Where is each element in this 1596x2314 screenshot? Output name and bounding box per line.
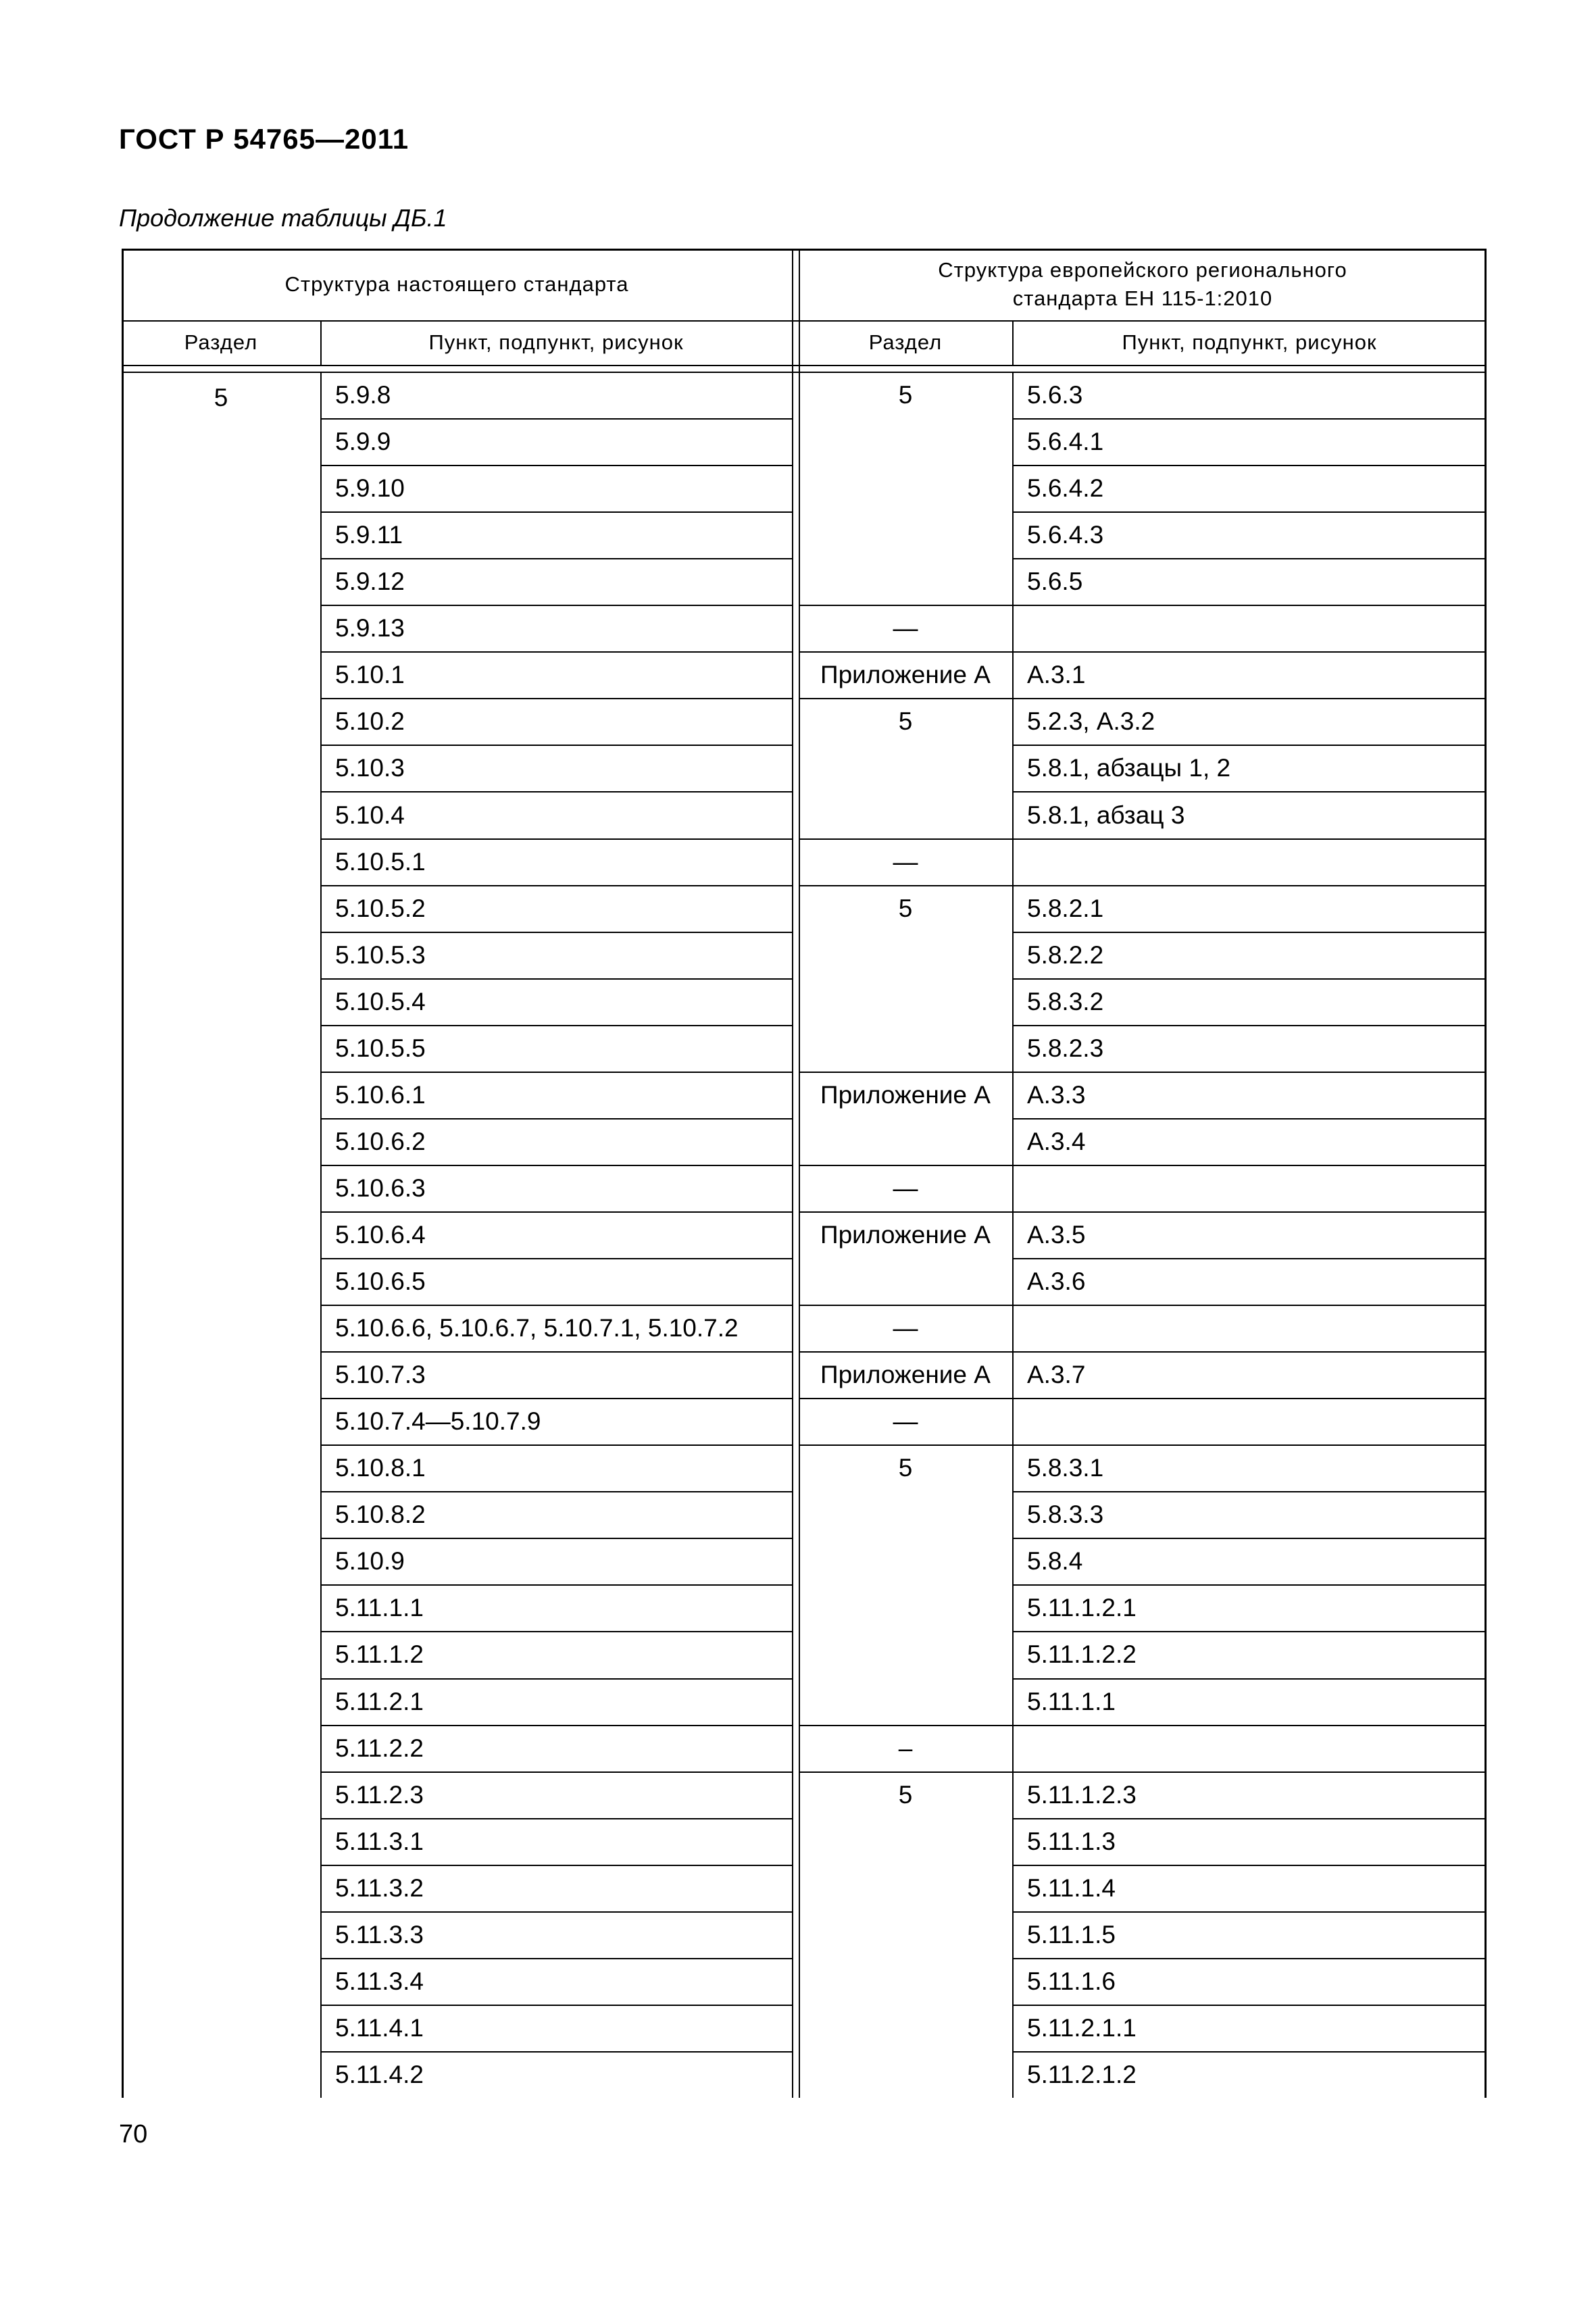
en-section-cell: — (893, 614, 918, 643)
document-header: ГОСТ Р 54765—2011 (119, 123, 409, 155)
en-point-cell: 5.11.1.5 (1027, 1920, 1116, 1948)
page-number: 70 (119, 2120, 148, 2148)
point-cell: 5.10.7.3 (335, 1361, 426, 1389)
en-point-cell (1012, 1725, 1487, 1771)
en-point-cell: 5.11.1.2.2 (1027, 1640, 1137, 1669)
en-point-cell (1012, 1305, 1487, 1351)
en-section-cell: — (893, 1314, 918, 1342)
mapping-table (122, 249, 1487, 2098)
point-cell: 5.9.11 (335, 521, 403, 549)
en-point-cell: А.3.3 (1027, 1080, 1086, 1109)
en-point-cell: 5.8.3.1 (1027, 1454, 1104, 1482)
point-cell: 5.11.1.1 (335, 1594, 424, 1622)
point-cell: 5.9.12 (335, 568, 405, 596)
en-point-cell: 5.11.2.1.2 (1027, 2060, 1137, 2088)
en-point-cell: 5.8.2.3 (1027, 1034, 1104, 1062)
point-cell: 5.10.7.4—5.10.7.9 (335, 1407, 541, 1436)
point-cell: 5.10.6.4 (335, 1220, 426, 1249)
point-cell: 5.11.1.2 (335, 1640, 424, 1669)
en-point-cell: 5.2.3, А.3.2 (1027, 707, 1155, 736)
en-point-cell: 5.8.2.2 (1027, 940, 1104, 969)
point-cell: 5.10.5.3 (335, 940, 426, 969)
en-point-cell: А.3.7 (1027, 1361, 1086, 1389)
point-cell: 5.11.2.2 (335, 1734, 424, 1762)
point-cell: 5.9.13 (335, 614, 405, 643)
point-cell: 5.10.1 (335, 661, 405, 689)
point-cell: 5.11.3.4 (335, 1967, 424, 1995)
point-cell: 5.10.8.2 (335, 1501, 426, 1529)
group-header-right (799, 249, 1487, 320)
en-section-cell: — (893, 847, 918, 876)
en-point-cell (1012, 1165, 1487, 1211)
section-cell: 5 (214, 384, 228, 411)
table-caption: Продолжение таблицы ДБ.1 (119, 204, 447, 232)
point-cell: 5.10.6.6, 5.10.6.7, 5.10.7.1, 5.10.7.2 (335, 1314, 739, 1342)
en-point-cell: 5.11.1.3 (1027, 1827, 1116, 1855)
en-point-cell: А.3.6 (1027, 1267, 1086, 1296)
en-point-cell (1012, 838, 1487, 885)
point-cell: 5.11.2.1 (335, 1687, 424, 1715)
en-section-cell: 5 (898, 381, 913, 409)
en-point-cell: 5.6.4.1 (1027, 428, 1104, 456)
point-cell: 5.10.4 (335, 801, 405, 829)
en-section-cell: 5 (898, 1780, 913, 1809)
en-point-cell (1012, 1398, 1487, 1444)
point-cell: 5.11.3.3 (335, 1920, 424, 1948)
en-point-cell: 5.6.3 (1027, 381, 1083, 409)
point-cell: 5.10.5.4 (335, 987, 426, 1015)
group-header-right-line2: стандарта ЕН 115-1:2010 (1012, 286, 1273, 310)
en-section-cell: — (893, 1174, 918, 1202)
en-section-cell: — (893, 1407, 918, 1436)
point-cell: 5.9.8 (335, 381, 391, 409)
point-cell: 5.11.4.1 (335, 2013, 424, 2042)
point-cell: 5.10.8.1 (335, 1454, 426, 1482)
point-cell: 5.10.6.3 (335, 1174, 426, 1202)
column-header-4: Пункт, подпункт, рисунок (1122, 330, 1377, 355)
group-header-right-line1: Структура европейского регионального (938, 258, 1347, 282)
point-cell: 5.9.10 (335, 474, 405, 503)
en-point-cell: 5.11.2.1.1 (1027, 2013, 1137, 2042)
point-cell: 5.9.9 (335, 428, 391, 456)
en-point-cell: 5.6.5 (1027, 568, 1083, 596)
en-section-cell: 5 (898, 707, 913, 736)
en-section-cell: Приложение А (820, 1080, 991, 1109)
en-point-cell: 5.11.1.1 (1027, 1687, 1116, 1715)
en-point-cell: 5.6.4.3 (1027, 521, 1104, 549)
en-point-cell: А.3.1 (1027, 661, 1086, 689)
column-header-1: Раздел (184, 330, 258, 355)
en-section-cell: – (898, 1734, 913, 1762)
point-cell: 5.11.4.2 (335, 2060, 424, 2088)
column-header-3: Раздел (868, 330, 943, 355)
column-header-2: Пункт, подпункт, рисунок (428, 330, 684, 355)
en-point-cell: 5.11.1.2.1 (1027, 1594, 1137, 1622)
en-point-cell: 5.6.4.2 (1027, 474, 1104, 503)
table-border-left (122, 249, 124, 2098)
en-point-cell: 5.8.2.1 (1027, 894, 1104, 922)
point-cell: 5.10.5.1 (335, 847, 426, 876)
point-cell: 5.10.6.2 (335, 1127, 426, 1155)
point-cell: 5.11.3.2 (335, 1873, 424, 1902)
point-cell: 5.10.6.5 (335, 1267, 426, 1296)
en-section-cell: Приложение А (820, 1361, 991, 1389)
en-point-cell (1012, 605, 1487, 651)
point-cell: 5.10.6.1 (335, 1080, 426, 1109)
group-header-left: Структура настоящего стандарта (284, 272, 629, 297)
en-point-cell: 5.8.1, абзацы 1, 2 (1027, 754, 1231, 782)
en-point-cell: А.3.4 (1027, 1127, 1086, 1155)
en-point-cell: 5.11.1.6 (1027, 1967, 1116, 1995)
point-cell: 5.10.5.5 (335, 1034, 426, 1062)
en-section-cell: Приложение А (820, 1220, 991, 1249)
point-cell: 5.11.2.3 (335, 1780, 424, 1809)
en-point-cell: 5.8.4 (1027, 1547, 1083, 1576)
en-section-cell: 5 (898, 894, 913, 922)
point-cell: 5.11.3.1 (335, 1827, 424, 1855)
column-header-rule (122, 365, 1487, 366)
en-point-cell: 5.11.1.4 (1027, 1873, 1116, 1902)
point-cell: 5.10.9 (335, 1547, 405, 1576)
en-section-cell: Приложение А (820, 661, 991, 689)
point-cell: 5.10.5.2 (335, 894, 426, 922)
en-point-cell: 5.11.1.2.3 (1027, 1780, 1137, 1809)
en-point-cell: 5.8.1, абзац 3 (1027, 801, 1185, 829)
point-cell: 5.10.2 (335, 707, 405, 736)
en-point-cell: 5.8.3.2 (1027, 987, 1104, 1015)
point-cell: 5.10.3 (335, 754, 405, 782)
en-section-cell: 5 (898, 1454, 913, 1482)
double-sep-a (792, 249, 793, 2098)
en-point-cell: 5.8.3.3 (1027, 1501, 1104, 1529)
en-point-cell: А.3.5 (1027, 1220, 1086, 1249)
